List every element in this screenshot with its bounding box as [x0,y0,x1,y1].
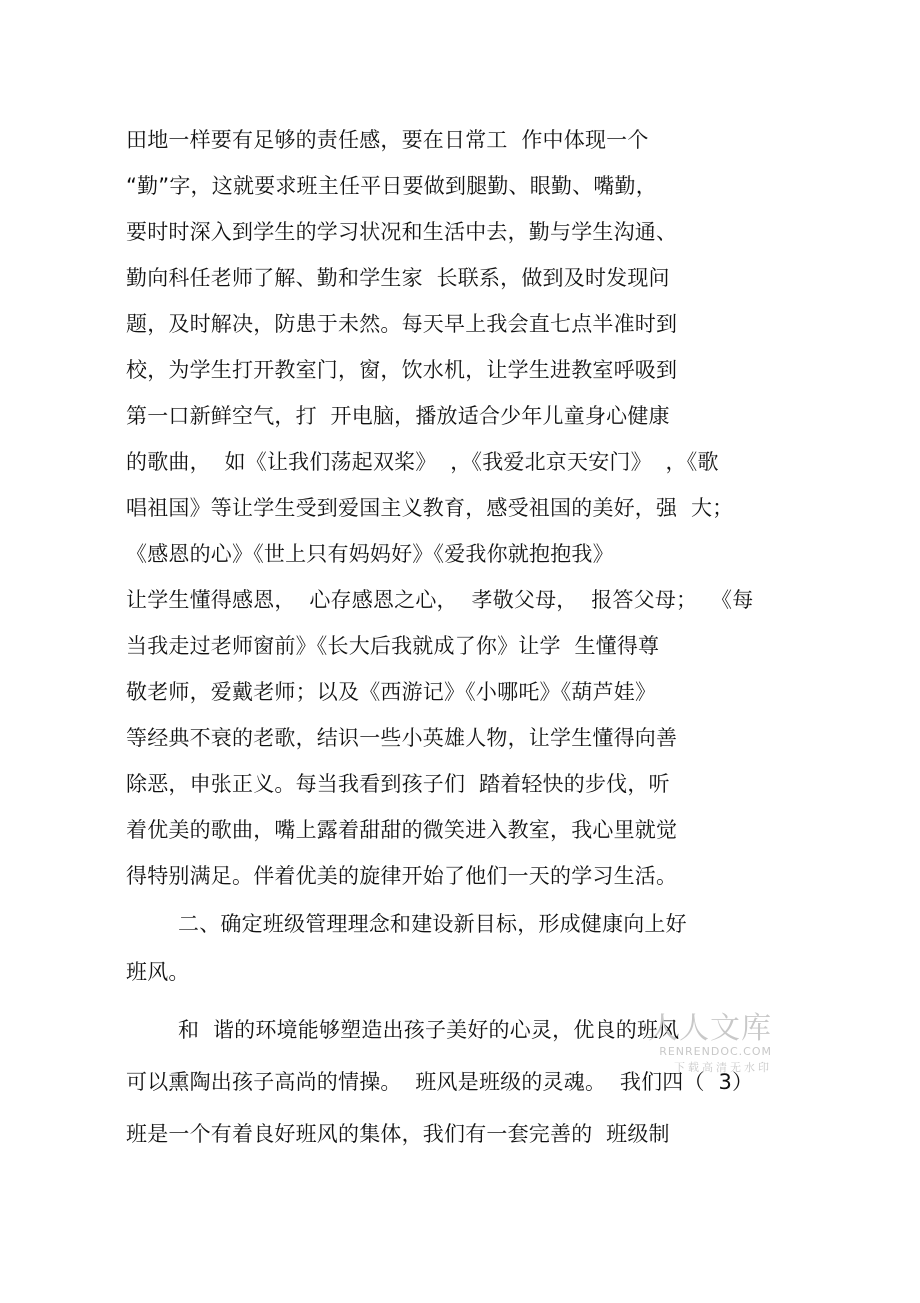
text-line: 勤向科任老师了解、勤和学生家 长联系，做到及时发现问 [126,266,670,290]
section-heading: 二、确定班级管理理念和建设新目标，形成健康向上好 [178,912,687,936]
text-line: 敬老师，爱戴老师；以及《西游记》《小哪吒》《葫芦娃》 [126,680,657,704]
text-line: 让学生懂得感恩， 心存感恩之心， 孝敬父母， 报答父母； 《每 [126,588,754,612]
section-heading-continuation: 班风。 [126,960,190,984]
watermark-title: 人人文库 [648,1011,772,1046]
text-line: 唱祖国》等让学生受到爱国主义教育，感受祖国的美好，强 大； [126,496,734,520]
text-line: 田地一样要有足够的责任感，要在日常工 作中体现一个 [126,128,649,152]
text-line: 第一口新鲜空气，打 开电脑，播放适合少年儿童身心健康 [126,404,670,428]
text-line: 题，及时解决，防患于未然。每天早上我会直七点半准时到 [126,312,678,336]
text-line: “勤”字，这就要求班主任平日要做到腿勤、眼勤、嘴勤， [126,174,657,198]
text-line: 《感恩的心》《世上只有妈妈好》《爱我你就抱抱我》 [126,542,614,566]
watermark [640,1012,780,1082]
text-line: 得特别满足。伴着优美的旋律开始了他们一天的学习生活。 [126,864,678,888]
text-line: 除恶，申张正义。每当我看到孩子们 踏着轻快的步伐，听 [126,772,670,796]
text-line: 班是一个有着良好班风的集体，我们有一套完善的 班级制 [126,1122,670,1146]
text-line: 可以熏陶出孩子高尚的情操。 班风是班级的灵魂。 我们四（ 3） [126,1070,754,1094]
watermark-subtitle: 下载高清无水印 [674,1061,772,1074]
paragraph-first-line: 和 谐的环境能够塑造出孩子美好的心灵，优良的班风 [178,1018,680,1042]
text-line: 着优美的歌曲，嘴上露着甜甜的微笑进入教室，我心里就觉 [126,818,678,842]
watermark-domain: RENRENDOC.COM [659,1045,772,1058]
text-line: 当我走过老师窗前》《长大后我就成了你》让学 生懂得尊 [126,634,660,658]
text-line: 等经典不衰的老歌，结识一些小英雄人物，让学生懂得向善 [126,726,678,750]
text-line: 的歌曲， 如《让我们荡起双桨》 ，《我爱北京天安门》 ，《歌 [126,450,719,474]
text-line: 校，为学生打开教室门，窗，饮水机，让学生进教室呼吸到 [126,358,678,382]
text-line: 要时时深入到学生的学习状况和生活中去，勤与学生沟通、 [126,220,678,244]
